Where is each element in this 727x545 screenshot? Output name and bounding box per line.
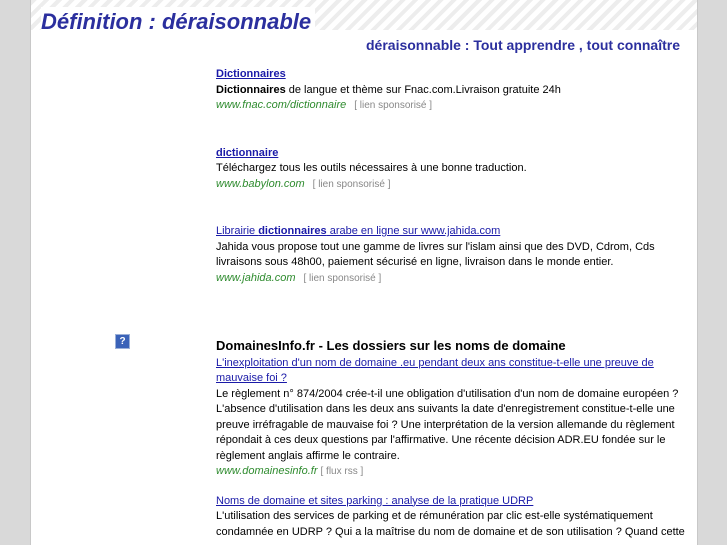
ad-description: Téléchargez tous les outils nécessaires à une bonne traduction.: [216, 162, 527, 174]
rss-label[interactable]: [ flux rss ]: [320, 466, 364, 477]
article-description: L'utilisation des services de parking et de rémunération par clic est-elle systématiquement condamnée en UDRP ? Qui a la maîtrise du nom de domaine et de son utilisation ? Quand cette: [216, 510, 685, 538]
main-content: [216, 67, 688, 545]
sponsored-ad: [216, 224, 688, 286]
feed-article: [216, 494, 688, 541]
ad-description: Jahida vous propose tout une gamme de livres sur l'islam ainsi que des DVD, Cdrom, Cds livraisons sous 48h00, paiement sécurisé en ligne, livraison dans le monde entier.: [216, 240, 655, 268]
sponsor-label: [ lien sponsorisé ]: [354, 100, 433, 111]
page-subtitle: déraisonnable : Tout apprendre , tout connaître: [366, 37, 680, 53]
article-link[interactable]: Noms de domaine et sites parking : analyse de la pratique UDRP: [216, 494, 534, 507]
page-title: Définition : déraisonnable: [41, 7, 315, 37]
ad-title-link[interactable]: dictionnaire: [216, 146, 279, 159]
sponsored-ad: [216, 67, 688, 114]
article-link[interactable]: L'inexploitation d'un nom de domaine .eu pendant deux ans constitue-t-elle une preuve de mauvaise foi ?: [216, 356, 654, 384]
article-description: Le règlement n° 874/2004 crée-t-il une obligation d'utilisation d'un nom de domaine européen ? L'absence d'utilisation dans les deux ans suivants la date d'enregistrement constitue-t-elle une preuve irréfragable de mauvaise foi ? Une interprétation de la version allemande du règlement répondait à ces deux questions par l'affirmative. Une récente décision ADR.EU fondée sur le règlement anglais affirme le contraire.: [216, 387, 679, 462]
feed-title: DomainesInfo.fr - Les dossiers sur les noms de domaine: [216, 338, 566, 353]
sponsor-label: [ lien sponsorisé ]: [312, 178, 391, 190]
ad-url[interactable]: www.fnac.com/dictionnaire: [216, 99, 347, 111]
ad-url[interactable]: www.babylon.com: [216, 177, 305, 190]
header-banner: [31, 0, 697, 34]
feed-article: [216, 356, 688, 480]
ad-url[interactable]: www.jahida.com: [216, 271, 296, 284]
ad-title-link[interactable]: Librairie dictionnaires arabe en ligne sur www.jahida.com: [216, 225, 501, 237]
help-icon[interactable]: ?: [115, 334, 130, 349]
page: [30, 0, 698, 545]
ad-title-link[interactable]: Dictionnaires: [216, 68, 286, 80]
article-url[interactable]: www.domainesinfo.fr: [216, 465, 318, 477]
ad-description: Dictionnaires de langue et thème sur Fnac.com.Livraison gratuite 24h: [216, 83, 561, 96]
sponsor-label: [ lien sponsorisé ]: [303, 272, 382, 284]
sponsored-ad: [216, 146, 688, 193]
